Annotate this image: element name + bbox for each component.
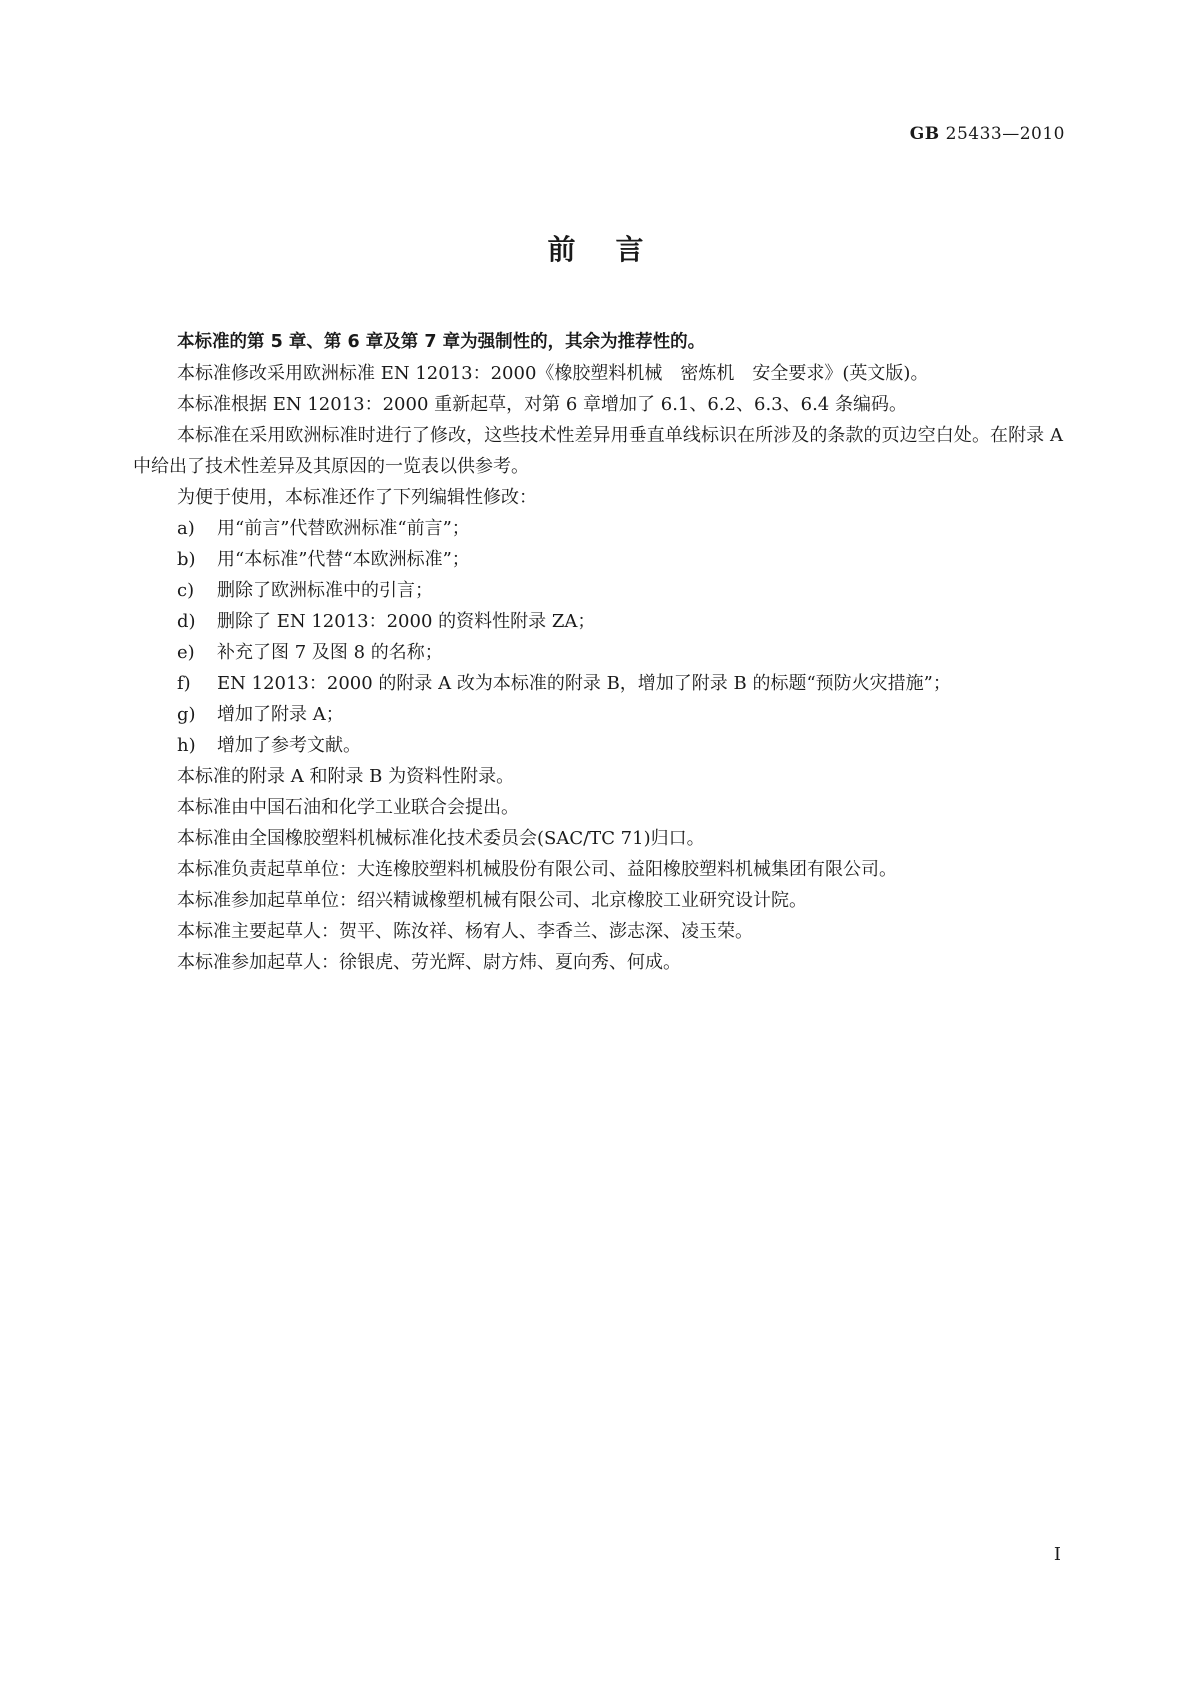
- list-item: a) 用“前言”代替欧洲标准“前言”；: [177, 518, 470, 539]
- paragraph-adoption: 本标准修改采用欧洲标准 EN 12013：2000《橡胶塑料机械 密炼机 安全要求》(英文版)。: [177, 363, 929, 384]
- paragraph-annexes: 本标准的附录 A 和附录 B 为资料性附录。: [177, 766, 515, 787]
- standard-number: [910, 124, 1065, 144]
- list-item: b) 用“本标准”代替“本欧洲标准”；: [177, 549, 470, 570]
- page-number: I: [1053, 1544, 1061, 1565]
- list-item: d) 删除了 EN 12013：2000 的资料性附录 ZA；: [177, 611, 596, 632]
- list-item: g) 增加了附录 A；: [177, 704, 344, 725]
- standard-code: 25433—2010: [945, 124, 1065, 144]
- paragraph-committee: 本标准由全国橡胶塑料机械标准化技术委员会(SAC/TC 71)归口。: [177, 828, 705, 849]
- paragraph-modifications: 本标准在采用欧洲标准时进行了修改，这些技术性差异用垂直单线标识在所涉及的条款的页边空白处。在附录 A 中给出了技术性差异及其原因的一览表以供参考。: [133, 425, 1063, 477]
- list-item: h) 增加了参考文献。: [177, 735, 361, 756]
- mandatory-statement: 本标准的第 5 章、第 6 章及第 7 章为强制性的，其余为推荐性的。: [177, 332, 706, 352]
- list-item: e) 补充了图 7 及图 8 的名称；: [177, 642, 443, 663]
- standard-prefix: GB: [909, 124, 940, 144]
- paragraph-main-authors: 本标准主要起草人：贺平、陈汝祥、杨宥人、李香兰、澎志深、凌玉荣。: [177, 921, 753, 942]
- paragraph-proposer: 本标准由中国石油和化学工业联合会提出。: [177, 797, 519, 818]
- paragraph-lead-drafters: 本标准负责起草单位：大连橡胶塑料机械股份有限公司、益阳橡胶塑料机械集团有限公司。: [177, 859, 897, 880]
- page-title: 前言: [547, 233, 684, 266]
- paragraph-participating-drafters: 本标准参加起草单位：绍兴精诚橡塑机械有限公司、北京橡胶工业研究设计院。: [177, 890, 807, 911]
- foreword-body: [133, 327, 1063, 978]
- paragraph-redrafting: 本标准根据 EN 12013：2000 重新起草，对第 6 章增加了 6.1、6.2、6.3、6.4 条编码。: [177, 394, 907, 415]
- list-item: c) 删除了欧洲标准中的引言；: [177, 580, 433, 601]
- paragraph-participating-authors: 本标准参加起草人：徐银虎、劳光辉、尉方炜、夏向秀、何成。: [177, 952, 681, 973]
- paragraph-editorial-intro: 为便于使用，本标准还作了下列编辑性修改：: [177, 487, 537, 508]
- list-item: f) EN 12013：2000 的附录 A 改为本标准的附录 B，增加了附录 B 的标题“预防火灾措施”；: [177, 673, 951, 694]
